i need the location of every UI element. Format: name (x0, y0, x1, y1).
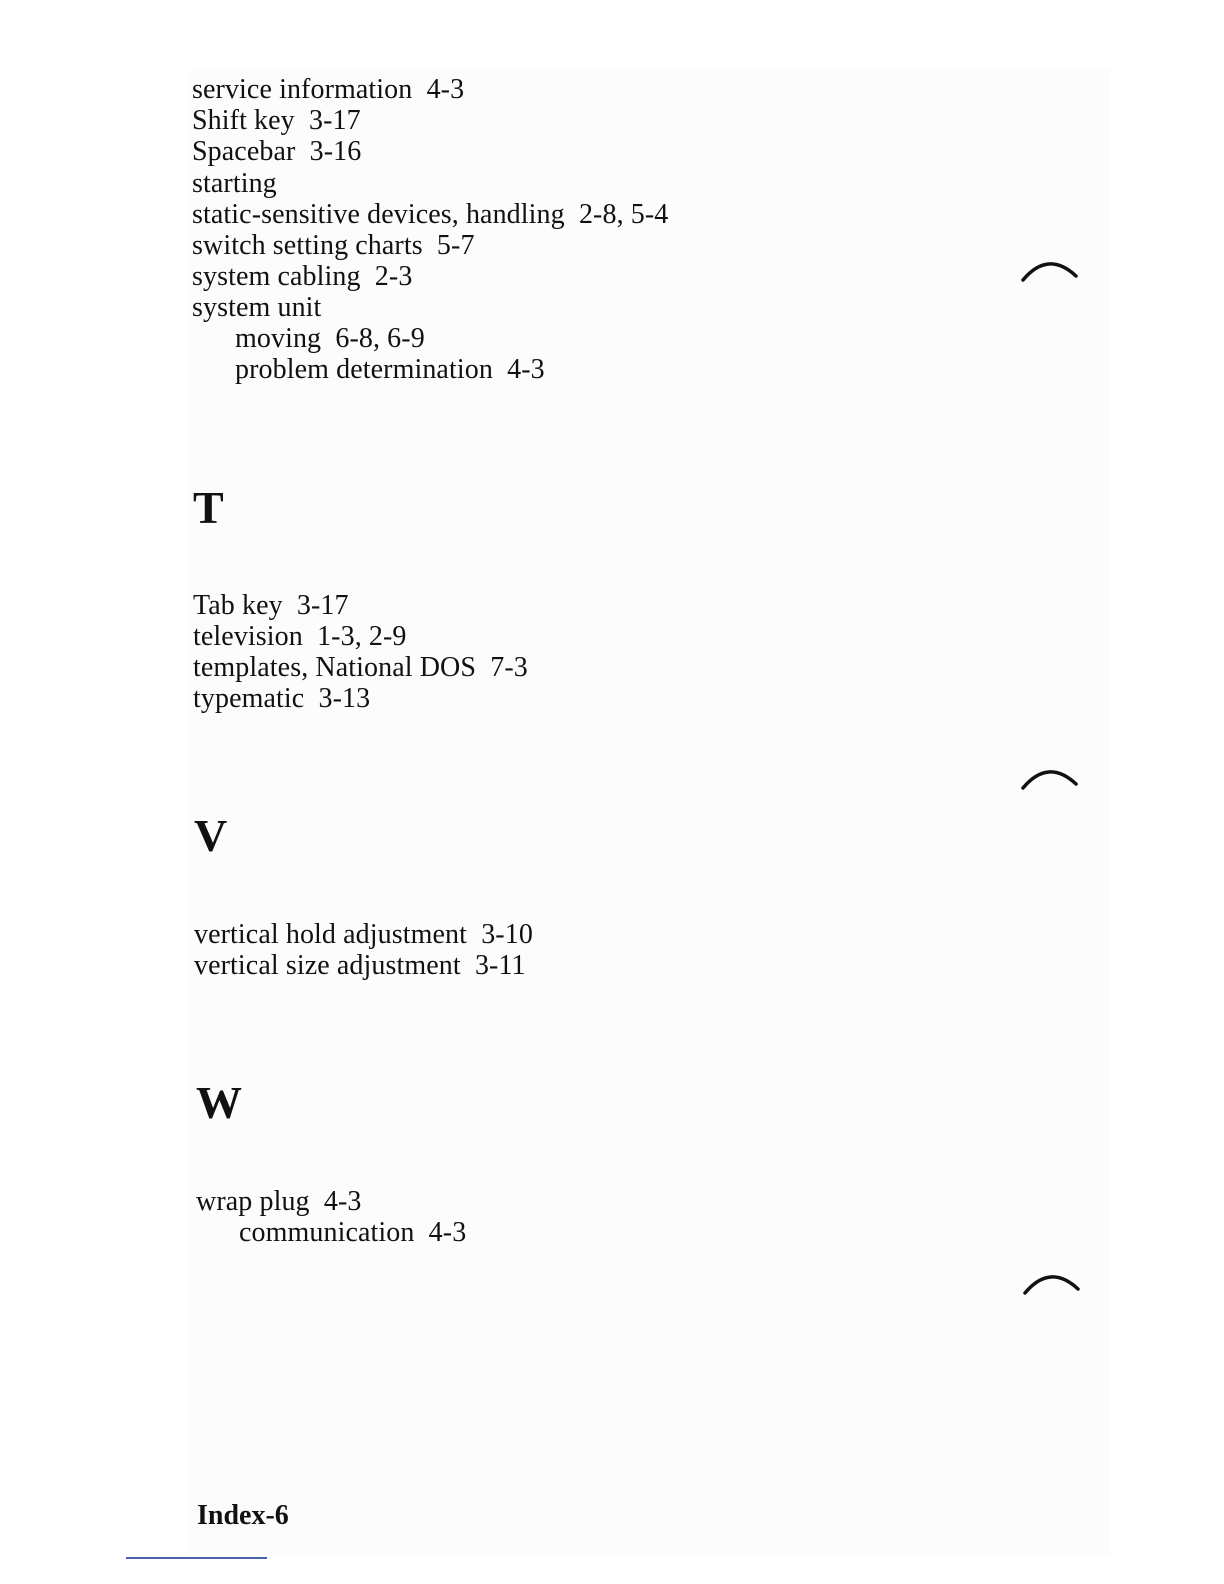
punch-hole-mark-bottom (1022, 1265, 1082, 1295)
index-entry-switch-setting-charts: switch setting charts 5-7 (192, 230, 475, 261)
index-entry-wrap-plug: wrap plug 4-3 (196, 1186, 362, 1217)
index-entry-system-cabling: system cabling 2-3 (192, 261, 413, 292)
page-background (188, 70, 1110, 1554)
index-entry-system-unit: system unit (192, 292, 322, 323)
punch-hole-mark-middle (1020, 760, 1080, 790)
index-entry-tab-key: Tab key 3-17 (193, 590, 349, 621)
punch-hole-mark-top (1020, 252, 1080, 282)
index-subentry-communication: communication 4-3 (239, 1217, 467, 1248)
footer-rule (126, 1557, 267, 1559)
index-entry-vertical-hold-adjustment: vertical hold adjustment 3-10 (194, 919, 533, 950)
index-entry-spacebar: Spacebar 3-16 (192, 136, 362, 167)
index-subentry-problem-determination: problem determination 4-3 (235, 354, 545, 385)
index-entry-service-information: service information 4-3 (192, 74, 465, 105)
index-entry-vertical-size-adjustment: vertical size adjustment 3-11 (194, 950, 526, 981)
section-heading-t: T (193, 482, 224, 533)
index-entry-shift-key: Shift key 3-17 (192, 105, 361, 136)
section-heading-v: V (194, 810, 228, 861)
index-entry-starting: starting (192, 168, 277, 199)
index-entry-television: television 1-3, 2-9 (193, 621, 407, 652)
index-entry-static-sensitive-devices: static-sensitive devices, handling 2-8, 5-4 (192, 199, 669, 230)
index-entry-typematic: typematic 3-13 (193, 683, 371, 714)
index-subentry-moving: moving 6-8, 6-9 (235, 323, 425, 354)
section-heading-w: W (196, 1077, 242, 1128)
index-entry-templates: templates, National DOS 7-3 (193, 652, 528, 683)
page-number-label: Index-6 (197, 1500, 289, 1531)
